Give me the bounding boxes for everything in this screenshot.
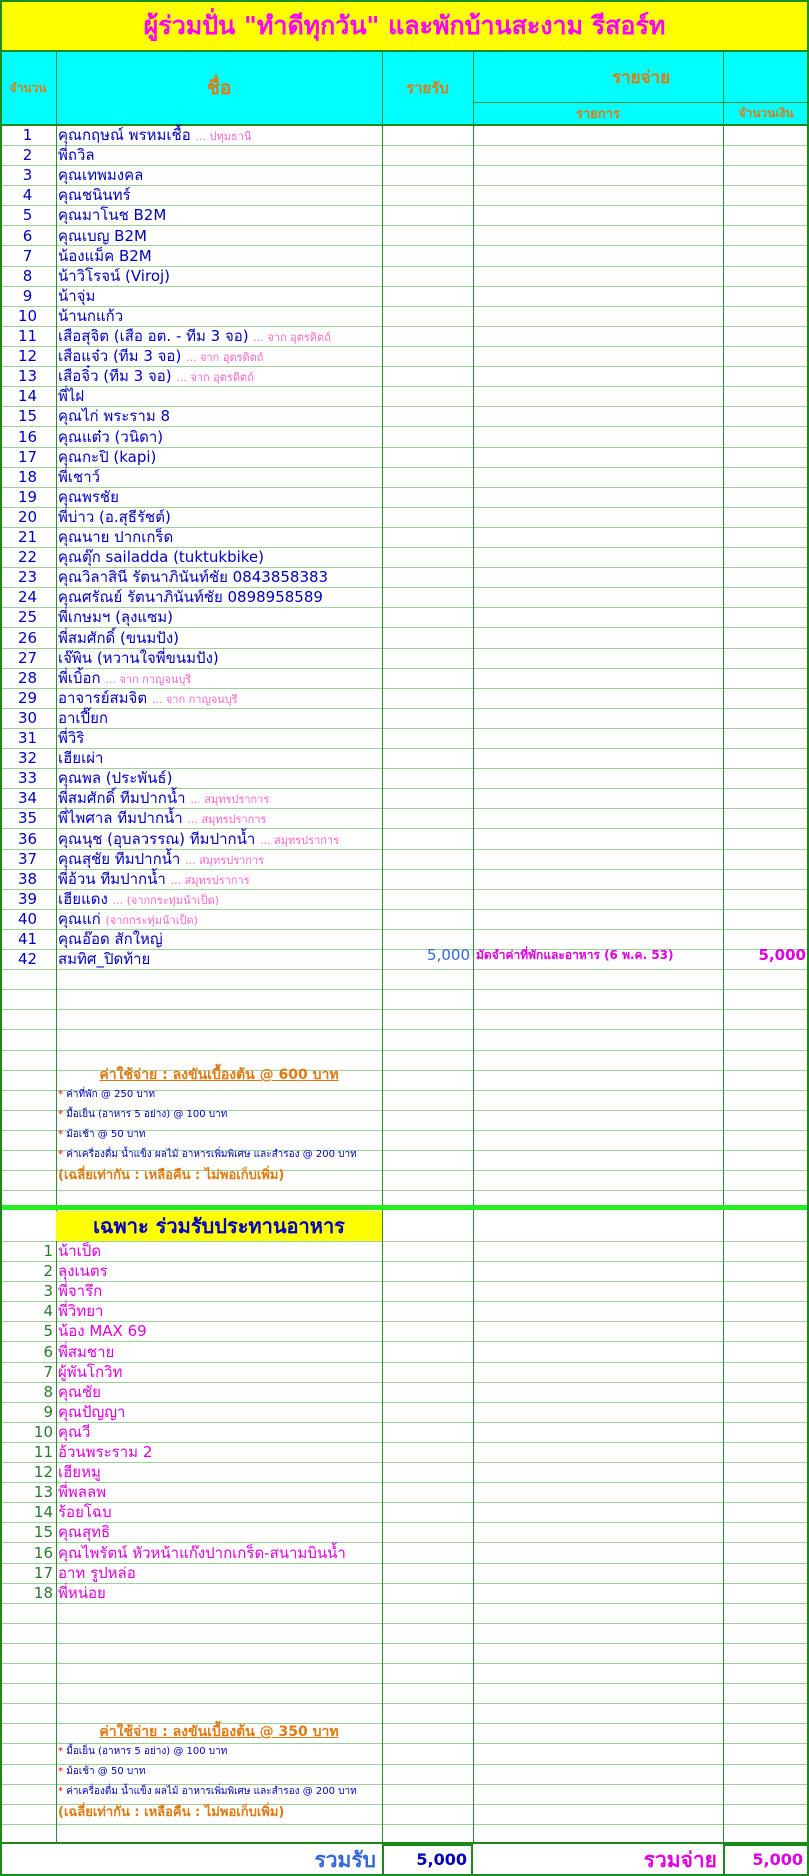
expense-item (58, 1145, 357, 1165)
expense-item (58, 1085, 155, 1105)
expense-item (58, 1125, 145, 1145)
diner-number: 8 (43, 1382, 53, 1401)
participant-note: ... จาก กาญจนบุรี (105, 672, 192, 686)
expense-item (58, 1762, 145, 1782)
participant-number: 19 (17, 487, 38, 506)
expense-item-text: ค่าเครื่องดื่ม น้ำแข็ง ผลไม้ อาหารเพิ่มพิเศษ และสำรอง @ 200 บาท (66, 1149, 357, 1161)
participant-number: 3 (22, 166, 33, 185)
participant-number: 35 (17, 809, 38, 828)
participant-number: 2 (22, 146, 33, 165)
diner-number: 15 (33, 1523, 53, 1542)
expense1-footer: (เฉลี่ยเท่ากัน : เหลือคืน : ไม่พอเก็บเพิ่ม) (58, 1168, 285, 1183)
participant-number: 8 (22, 266, 33, 285)
participant-note: ... สมุทรปราการ (260, 833, 339, 847)
participant-number: 20 (17, 507, 38, 526)
header-count: จำนวน (0, 52, 56, 124)
header-expense: รายจ่าย (473, 52, 809, 102)
grid-row-line (0, 467, 809, 468)
participant-name-text: สมทิศ_ปิดท้าย (58, 950, 151, 969)
participant-name-text: พี่อ้วน ทีมปากน้ำ (58, 869, 166, 888)
total-income-value: 5,000 (382, 1844, 473, 1876)
participant-name-text: อาจารย์สมจิต (58, 688, 148, 707)
grid-row-line (0, 748, 809, 749)
grid-row-line (0, 1683, 809, 1684)
participant-note: ... จาก อุตรดิตถ์ (253, 331, 331, 344)
participant-number: 38 (17, 869, 38, 888)
expense-item-text: ม้อเช้า @ 50 บาท (66, 1766, 146, 1778)
participant-name-text: น้าวิโรจน์ (Viroj) (58, 266, 171, 285)
grid-row-line (0, 286, 809, 287)
participant-name (58, 326, 331, 348)
diner-name: พี่จารึก (58, 1282, 103, 1301)
participant-name (58, 346, 263, 368)
participant-name (58, 788, 269, 810)
grid-row-line (0, 1261, 809, 1262)
grid-row-line (0, 1623, 809, 1624)
diner-name: พี่พลลพ (58, 1483, 107, 1502)
participant-note: ... จาก อุตรดิตถ์ (176, 371, 254, 385)
grid-row-line (0, 1643, 809, 1644)
participant-number: 37 (17, 849, 38, 868)
participant-name-text: เสือจิ๋ว (ทีม 3 จอ) (58, 367, 172, 386)
grid-row-line (0, 1522, 809, 1523)
diner-number: 1 (43, 1242, 53, 1260)
participant-number: 42 (17, 950, 38, 969)
participant-name-text: คุณเบญ B2M (58, 226, 147, 245)
header-expense-amount: จำนวนเงิน (723, 102, 809, 124)
participant-number: 29 (17, 688, 38, 707)
participant-number: 41 (17, 930, 38, 948)
participant-note: ... (จากกระทุ่มน้าเป็ด) (112, 893, 220, 907)
expense2-footer: (เฉลี่ยเท่ากัน : เหลือคืน : ไม่พอเก็บเพิ่ม) (58, 1805, 285, 1820)
participant-name-text: พี่สมศักดิ์ (ขนมปัง) (58, 628, 179, 647)
grid-row-line (0, 1382, 809, 1383)
diner-name: คุณปัญญา (58, 1402, 126, 1421)
diner-number: 9 (43, 1402, 53, 1421)
participant-note: ... สมุทรปราการ (187, 813, 267, 827)
participant-name (58, 587, 323, 607)
grid-row-line (0, 1663, 809, 1664)
participant-number: 6 (22, 226, 33, 245)
participant-name (58, 648, 219, 668)
participant-number: 32 (17, 749, 38, 768)
participant-name (58, 125, 251, 147)
participant-name-text: พี่เชาว์ (58, 467, 101, 486)
participant-name (58, 165, 143, 185)
grid-row-line (0, 1583, 809, 1584)
participant-name-text: พี่วิริ (58, 729, 85, 747)
diner-number: 5 (43, 1322, 53, 1341)
diner-name: น้อง MAX 69 (58, 1322, 147, 1341)
diner-name: ลุงเนตร (58, 1262, 108, 1281)
participant-name (58, 527, 173, 547)
participant-name-text: เจ๊พิน (หวานใจพี่ขนมปัง) (58, 648, 219, 667)
participant-note: ... ปทุมธานี (195, 130, 252, 143)
participant-name (58, 286, 95, 306)
diner-name: พี่วิทยา (58, 1302, 104, 1321)
participant-number: 27 (17, 648, 38, 667)
total-income-label: รวมรับ (314, 1848, 376, 1872)
expense-item (58, 1742, 227, 1762)
participant-number: 18 (17, 467, 38, 486)
participant-number: 5 (22, 206, 33, 225)
participant-number: 25 (17, 608, 38, 627)
participant-name (58, 909, 198, 931)
participant-name-text: พี่บ่าว (อ.สุธีรัชต์) (58, 507, 171, 526)
participant-number: 31 (17, 729, 38, 747)
participant-number: 1 (22, 126, 33, 144)
diner-name: น้าเป็ด (58, 1242, 102, 1260)
grid-row-line (0, 1422, 809, 1423)
participant-note: ... จาก กาญจนบุรี (151, 692, 238, 706)
participant-name (58, 728, 84, 748)
participant-name-text: คุณเทพมงคล (58, 166, 144, 185)
diner-name: คุณสุทธิ (58, 1523, 111, 1542)
participant-name (58, 205, 166, 225)
participant-name-text: พี่ถวิล (58, 146, 95, 165)
participant-name-text: คุณสุชัย ทีมปากน้ำ (58, 849, 181, 868)
diner-name: อ้วนพระราม 2 (58, 1443, 153, 1461)
participant-note: ... สมุทรปราการ (185, 853, 265, 867)
diner-number: 14 (33, 1503, 53, 1522)
participant-name (58, 628, 179, 648)
total-expense-label: รวมจ่าย (643, 1848, 717, 1872)
diner-number: 12 (33, 1463, 53, 1482)
grid-row-line (0, 1301, 809, 1302)
diner-number: 6 (43, 1342, 53, 1361)
header-expense-item: รายการ (473, 102, 723, 124)
participant-name (58, 406, 170, 426)
participant-number: 34 (17, 789, 38, 808)
participant-name-text: คุณมาโนช B2M (58, 206, 167, 225)
participant-name-text: คุณวิลาสินี รัตนาภินันท์ชัย 0843858383 (58, 568, 329, 587)
participant-number: 21 (17, 528, 38, 546)
participant-name-text: เสือสุจิต (เสือ อต. - ทีม 3 จอ) (58, 327, 249, 345)
grid-row-line (0, 728, 809, 729)
participant-name-text: คุณไก่ พระราม 8 (58, 407, 171, 426)
grid-row-line (0, 1703, 809, 1704)
grid-col-line (473, 52, 474, 1842)
participant-name (58, 869, 250, 891)
diner-name: เฮียหมู (58, 1463, 101, 1482)
participant-name-text: คุณตุ๊ก sailadda (tuktukbike) (58, 548, 265, 567)
header-income: รายรับ (382, 52, 473, 124)
participant-number: 15 (17, 407, 38, 426)
row42-expense-item: มัดจำค่าที่พักและอาหาร (6 พ.ค. 53) (476, 948, 674, 962)
participant-note: ... สมุทรปราการ (190, 793, 270, 807)
participant-number: 40 (17, 909, 38, 928)
participant-name-text: เสือแจ๋ว (ทีม 3 จอ) (58, 347, 182, 366)
participant-number: 39 (17, 889, 38, 908)
participant-number: 28 (17, 668, 38, 687)
header-name: ชื่อ (56, 52, 382, 124)
participant-number: 36 (17, 829, 38, 848)
participant-name (58, 246, 152, 266)
participant-number: 26 (17, 628, 38, 647)
participant-name-text: พี่สมศักดิ์ ทีมปากน้ำ (58, 789, 186, 808)
grid-row-line (0, 1029, 809, 1030)
participant-name-text: อาเปี๊ยก (58, 708, 108, 727)
participant-name (58, 889, 219, 911)
participant-name-text: คุณนุช (อุบลวรรณ) ทีมปากน้ำ (58, 829, 256, 848)
participant-name (58, 467, 100, 487)
participant-name (58, 145, 95, 165)
diner-name: ผู้พันโกวิท (58, 1362, 123, 1381)
participant-name-text: คุณนาย ปากเกร็ด (58, 528, 174, 546)
diner-number: 11 (33, 1443, 53, 1461)
diner-name: พี่หน่อย (58, 1583, 106, 1602)
participant-name (58, 768, 172, 788)
diner-name: อาท รูปหล่อ (58, 1563, 136, 1582)
expense-item (58, 1782, 357, 1802)
participant-number: 14 (17, 387, 38, 406)
participant-name-text: คุณพรชัย (58, 487, 119, 506)
diner-number: 18 (33, 1583, 53, 1602)
diner-name: คุณชัย (58, 1382, 101, 1401)
diner-number: 3 (43, 1282, 53, 1301)
participant-name-text: น้าจุ่ม (58, 286, 96, 305)
participant-name-text: คุณศรัณย์ รัตนาภินันท์ชัย 0898958589 (58, 588, 323, 607)
grid-row-line (0, 1009, 809, 1010)
diner-number: 16 (33, 1543, 53, 1562)
participant-number: 9 (22, 286, 33, 305)
participant-name-text: คุณชนินทร์ (58, 186, 131, 205)
participant-name-text: เฮียแดง (58, 889, 108, 908)
participant-name-text: คุณแต๋ว (วนิดา) (58, 427, 164, 446)
grid-row-line (0, 1482, 809, 1483)
sheet-title: ผู้ร่วมปั่น "ทำดีทุกวัน" และพักบ้านสะงาม รีสอร์ท (0, 0, 809, 52)
header-split-line (473, 102, 809, 103)
grid-col-line (56, 52, 57, 1842)
participant-number: 30 (17, 708, 38, 727)
participant-name (58, 226, 147, 246)
participant-number: 13 (17, 367, 38, 386)
participant-name (58, 949, 150, 969)
participant-note: (จากกระทุ่มน้าเป็ด) (105, 913, 198, 927)
participant-name (58, 447, 156, 467)
expense-item-text: ค่าที่พัก @ 250 บาท (66, 1089, 155, 1100)
participant-name (58, 708, 108, 728)
participant-name (58, 487, 119, 507)
grid-row-line (0, 1502, 809, 1503)
participant-name (58, 547, 264, 567)
participant-name-text: คุณอ๊อด สักใหญ่ (58, 930, 163, 948)
diner-number: 13 (33, 1483, 53, 1502)
participant-number: 33 (17, 769, 38, 788)
participant-name-text: คุณแก่ (58, 909, 101, 928)
diner-name: คุณไพรัตน์ หัวหน้าแก๊งปากเกร็ด-สนามบินน้ำ (58, 1543, 346, 1562)
grid-row-line (0, 1281, 809, 1282)
grid-row-line (0, 1462, 809, 1463)
diner-number: 7 (43, 1362, 53, 1381)
participant-name (58, 688, 238, 710)
bullet-star-icon: * (58, 1766, 67, 1778)
participant-name (58, 607, 173, 627)
bullet-star-icon: * (58, 1109, 67, 1121)
participant-name (58, 929, 163, 949)
participant-name-text: พี่ไพศาล ทีมปากน้ำ (58, 809, 183, 828)
row42-income: 5,000 (427, 946, 470, 964)
participant-name-text: พี่เกษมฯ (ลุงแซม) (58, 608, 174, 627)
grid-row-line (0, 1190, 809, 1191)
bullet-star-icon: * (58, 1089, 67, 1100)
participant-name-text: คุณกฤษณ์ พรหมเชื้อ (58, 126, 191, 144)
participant-name (58, 748, 103, 768)
participant-name (58, 849, 264, 871)
participant-number: 11 (17, 327, 38, 345)
participant-name (58, 507, 171, 527)
participant-name (58, 185, 131, 205)
grid-row-line (0, 1050, 809, 1051)
bullet-star-icon: * (58, 1786, 67, 1798)
participant-number: 4 (22, 186, 33, 205)
participant-note: ... สมุทรปราการ (170, 873, 250, 887)
expense2-title: ค่าใช้จ่าย : ลงขันเบื้องต้น @ 350 บาท (99, 1724, 339, 1740)
grid-row-line (0, 487, 809, 488)
total-expense-value: 5,000 (723, 1844, 809, 1876)
diner-number: 2 (43, 1262, 53, 1281)
participant-name-text: คุณพล (ประพันธ์) (58, 769, 173, 788)
grid-row-line (0, 969, 809, 970)
grid-row-line (0, 989, 809, 990)
participant-number: 23 (17, 568, 38, 587)
participant-name-text: น้านกแก้ว (58, 306, 124, 325)
participant-number: 7 (22, 246, 33, 265)
diner-name: ร้อยโฉบ (58, 1503, 112, 1522)
expense-item-text: ค่าเครื่องดื่ม น้ำแข็ง ผลไม้ อาหารเพิ่มพิเศษ และสำรอง @ 200 บาท (66, 1786, 357, 1798)
expense-item-text: มื้อเย็น (อาหาร 5 อย่าง) @ 100 บาท (66, 1109, 228, 1121)
participant-name (58, 829, 339, 851)
participant-name (58, 567, 328, 587)
participant-number: 17 (17, 447, 38, 466)
bullet-star-icon: * (58, 1149, 67, 1161)
participant-number: 16 (17, 427, 38, 446)
participant-name-text: พี่เบิ้อก (58, 668, 101, 687)
diner-name: พี่สมชาย (58, 1342, 115, 1361)
participant-number: 24 (17, 588, 38, 607)
diner-number: 4 (43, 1302, 53, 1321)
grid-row-line (0, 1603, 809, 1604)
section2-title: เฉพาะ ร่วมรับประทานอาหาร (56, 1211, 382, 1241)
participant-number: 22 (17, 548, 38, 567)
diner-name: คุณวี (58, 1422, 91, 1441)
grid-row-line (0, 1824, 809, 1825)
participant-name (58, 266, 170, 286)
participant-number: 10 (17, 306, 38, 325)
diner-number: 10 (33, 1422, 53, 1441)
row42-expense-amount: 5,000 (758, 946, 806, 964)
participant-name (58, 427, 163, 447)
bullet-star-icon: * (58, 1129, 67, 1141)
expense-item (58, 1105, 227, 1125)
expense-item-text: มื้อเย็น (อาหาร 5 อย่าง) @ 100 บาท (66, 1746, 228, 1757)
bullet-star-icon: * (58, 1746, 67, 1757)
participant-name-text: พี่ไฝ (58, 387, 85, 406)
participant-name (58, 386, 84, 406)
expense-item-text: ม้อเช้า @ 50 บาท (66, 1129, 146, 1141)
participant-name-text: เฮียเผ่า (58, 749, 104, 768)
participant-name (58, 668, 191, 690)
participant-name-text: คุณกะปิ (kapi) (58, 447, 157, 466)
participant-name-text: น้องแม็ค B2M (58, 246, 152, 265)
participant-name (58, 306, 123, 326)
participant-name (58, 366, 254, 388)
expense1-title: ค่าใช้จ่าย : ลงขันเบื้องต้น @ 600 บาท (99, 1067, 339, 1083)
participant-note: ... จาก อุตรดิตถ์ (186, 351, 264, 365)
diner-number: 17 (33, 1563, 53, 1582)
participant-number: 12 (17, 347, 38, 366)
participant-name (58, 808, 266, 830)
